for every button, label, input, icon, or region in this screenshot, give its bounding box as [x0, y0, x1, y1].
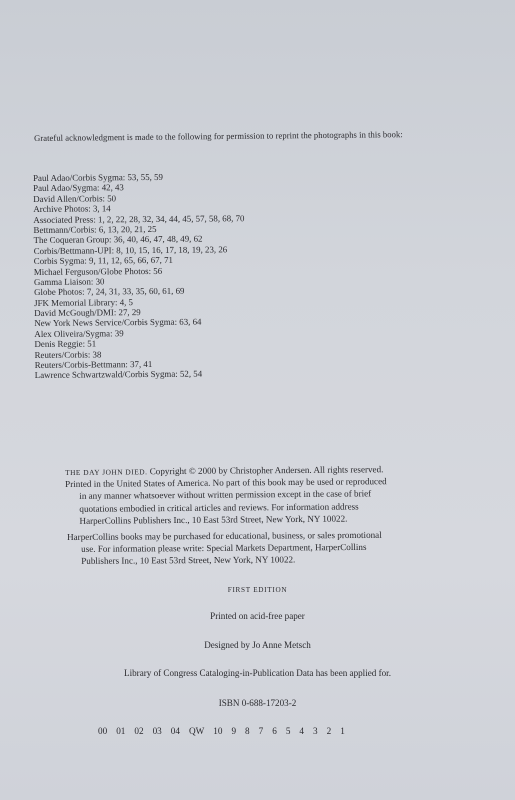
acknowledgment-intro: Grateful acknowledgment is made to the following for permission to reprint the photographs in this book: [34, 129, 403, 143]
photo-credit: Associated Press: 1, 2, 22, 28, 32, 34, 44, 45, 57, 58, 68, 70 [33, 212, 245, 225]
print-number: 2 [326, 726, 332, 736]
photo-credit: Gamma Liaison: 30 [33, 276, 105, 287]
print-number: 1 [340, 726, 345, 736]
photo-credit: Corbis/Bettmann-UPI: 8, 10, 15, 16, 17, 18, 19, 23, 26 [33, 244, 228, 256]
photo-credit: Denis Reggie: 51 [34, 338, 97, 350]
print-number: 9 [231, 726, 237, 736]
print-number: 03 [152, 726, 162, 736]
edition-label: FIRST EDITION [227, 586, 288, 594]
print-number: 01 [116, 726, 126, 736]
photo-credit: Michael Ferguson/Globe Photos: 56 [33, 265, 163, 277]
print-number: 3 [313, 726, 318, 736]
purchase-line: Publishers Inc., 10 East 53rd Street, New York, NY 10022. [81, 554, 296, 567]
photo-credit: Reuters/Corbis: 38 [34, 349, 102, 360]
photo-credit: Alex Oliveira/Sygma: 39 [34, 328, 124, 339]
print-number: 04 [170, 726, 180, 736]
photo-credit: David McGough/DMI: 27, 29 [34, 307, 141, 319]
book-title: THE DAY JOHN DIED. [65, 467, 148, 477]
printing-line [98, 726, 354, 736]
photo-credit: Archive Photos: 3, 14 [33, 203, 111, 215]
purchase-line: HarperCollins books may be purchased for educational, business, or sales promotional [67, 529, 382, 542]
copyright-line: HarperCollins Publishers Inc., 10 East 53rd Street, New York, NY 10022. [79, 513, 348, 526]
print-number: QW [188, 726, 205, 736]
cip-note: Library of Congress Cataloging-in-Publication Data has been applied for. [124, 668, 391, 678]
photo-credit: David Allen/Corbis: 50 [33, 193, 117, 204]
paper-note: Printed on acid-free paper [210, 611, 305, 621]
isbn: ISBN 0-688-17203-2 [218, 698, 297, 708]
photo-credit: New York News Service/Corbis Sygma: 63, 64 [34, 317, 202, 329]
photo-credits-list [33, 169, 455, 380]
print-number: 4 [299, 726, 304, 736]
photo-credit: Reuters/Corbis-Bettmann: 37, 41 [34, 358, 153, 371]
print-number: 6 [272, 726, 277, 736]
copyright-line: Printed in the United States of America. No part of this book may be used or reproduced [65, 476, 387, 490]
print-number: 7 [258, 726, 264, 736]
print-number: 10 [213, 726, 223, 736]
copyright-notice: Copyright © 2000 by Christopher Andersen. All rights reserved. [147, 464, 384, 477]
photo-credit: Lawrence Schwartzwald/Corbis Sygma: 52, 54 [34, 368, 203, 381]
designer-credit: Designed by Jo Anne Metsch [204, 640, 311, 650]
photo-credit: The Coqueran Group: 36, 40, 46, 47, 48, 49, 62 [33, 233, 203, 246]
print-number: 5 [285, 726, 291, 736]
photo-credit: JFK Memorial Library: 4, 5 [34, 296, 134, 308]
print-number: 02 [134, 726, 144, 736]
photo-credit: Globe Photos: 7, 24, 31, 33, 35, 60, 61, 69 [33, 285, 185, 298]
print-number: 00 [98, 726, 108, 736]
photo-credit: Paul Adao/Sygma: 42, 43 [33, 182, 124, 194]
purchase-line: use. For information please write: Special Markets Department, HarperCollins [81, 542, 367, 555]
photo-credit: Bettmann/Corbis: 6, 13, 20, 21, 25 [33, 223, 157, 235]
print-number: 8 [245, 726, 250, 736]
photo-credit: Corbis Sygma: 9, 11, 12, 65, 66, 67, 71 [33, 254, 174, 267]
copyright-block [65, 462, 486, 527]
copyright-line: quotations embodied in critical articles and reviews. For information address [79, 501, 359, 514]
copyright-line: in any manner whatsoever without written permission except in the case of brief [79, 488, 372, 502]
photo-credit: Paul Adao/Corbis Sygma: 53, 55, 59 [33, 171, 164, 183]
purchase-block [67, 528, 487, 567]
